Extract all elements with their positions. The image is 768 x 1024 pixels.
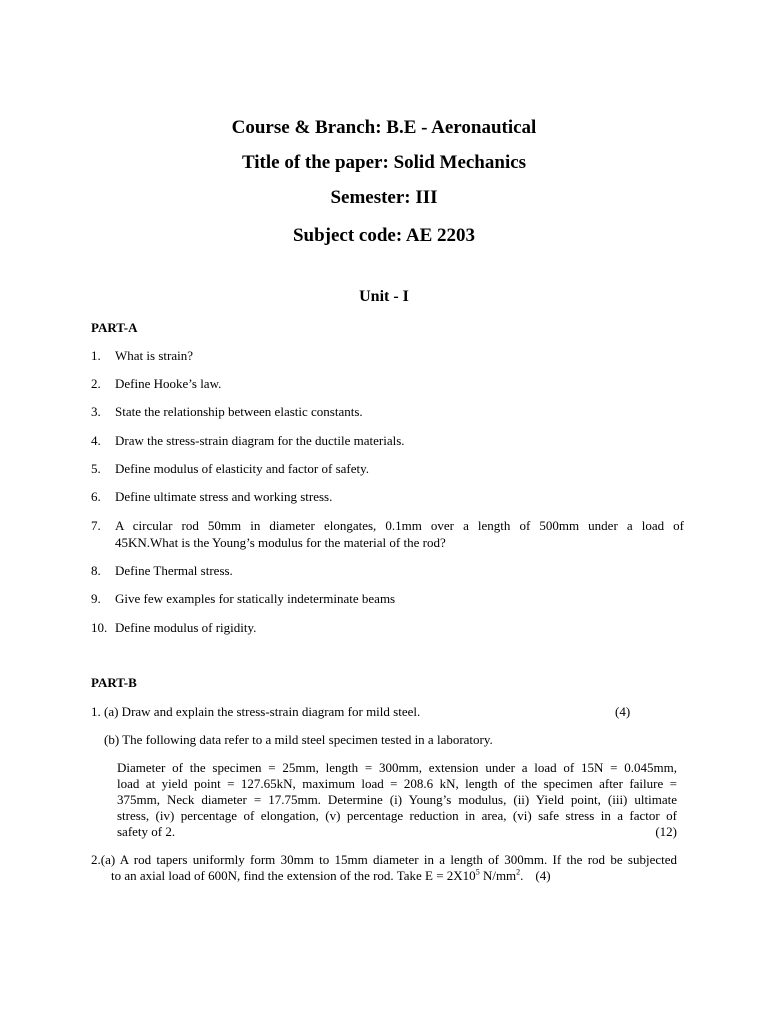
question-1b-line: stress, (iv) percentage of elongation, (v) percentage reduction in area, (vi) safe stress in a factor of xyxy=(117,808,677,823)
question-text: Define modulus of rigidity. xyxy=(115,620,257,635)
part-a-question xyxy=(91,563,691,579)
question-text: Define modulus of elasticity and factor of safety. xyxy=(115,461,370,476)
part-a-question xyxy=(91,461,691,477)
question-text: Draw the stress-strain diagram for the ductile materials. xyxy=(115,433,405,448)
part-a-question xyxy=(91,376,691,392)
exponent: 5 xyxy=(475,867,480,877)
question-1b-intro: (b) The following data refer to a mild steel specimen tested in a laboratory. xyxy=(104,732,493,747)
part-a-question xyxy=(91,620,691,636)
unit-text: N/mm xyxy=(479,868,517,883)
question-1b-line: safety of 2. xyxy=(117,824,176,839)
question-text: Define ultimate stress and working stress. xyxy=(115,489,333,504)
question-1a-text: 1. (a) Draw and explain the stress-strain diagram for mild steel. xyxy=(91,704,421,719)
part-a-question xyxy=(91,348,691,364)
question-text: Define Thermal stress. xyxy=(115,563,233,578)
question-number: 7. xyxy=(91,518,101,533)
part-a-question xyxy=(91,591,691,607)
question-1b-line: Diameter of the specimen = 25mm, length = 300mm, extension under a load of 15N = 0.045mm, xyxy=(117,760,677,775)
question-text: What is strain? xyxy=(115,348,193,363)
exponent: 2 xyxy=(516,867,521,877)
question-number: 5. xyxy=(91,461,101,476)
unit-title: Unit - I xyxy=(359,288,409,305)
question-number: 3. xyxy=(91,404,101,419)
semester-heading: Semester: III xyxy=(330,187,438,208)
question-number: 8. xyxy=(91,563,101,578)
question-number: 2. xyxy=(91,376,101,391)
subject-code-heading: Subject code: AE 2203 xyxy=(292,225,476,246)
question-text-line: A circular rod 50mm in diameter elongates, 0.1mm over a length of 500mm under a load of xyxy=(115,518,684,533)
part-a-question xyxy=(91,489,691,505)
question-2a-marks: (4) xyxy=(535,868,551,883)
part-a-question xyxy=(91,404,691,420)
question-number: 1. xyxy=(91,348,101,363)
question-1a-marks: (4) xyxy=(615,704,631,719)
question-number: 4. xyxy=(91,433,101,448)
question-text: Give few examples for statically indeterminate beams xyxy=(115,591,396,606)
question-2a-line: 2.(a) A rod tapers uniformly form 30mm to 15mm diameter in a length of 300mm. If the rod be subjected xyxy=(91,852,677,867)
course-branch-heading: Course & Branch: B.E - Aeronautical xyxy=(231,117,537,138)
question-1b-last-line xyxy=(117,824,677,840)
question-text-line: 45KN.What is the Young’s modulus for the material of the rod? xyxy=(115,535,446,550)
part-a-label: PART-A xyxy=(91,320,138,335)
part-a-question xyxy=(91,433,691,449)
question-1b-line: load at yield point = 127.65kN, maximum load = 208.6 kN, length of the specimen after failure = xyxy=(117,776,677,791)
part-b-label: PART-B xyxy=(91,675,137,690)
question-text: Define Hooke’s law. xyxy=(115,376,222,391)
part-a-question xyxy=(91,518,691,552)
question-2a-line xyxy=(91,868,677,884)
question-number: 6. xyxy=(91,489,101,504)
question-number: 9. xyxy=(91,591,101,606)
question-1b-body xyxy=(117,760,677,840)
period: . xyxy=(520,868,524,883)
question-text: State the relationship between elastic constants. xyxy=(115,404,363,419)
question-1b-line: 375mm, Neck diameter = 17.75mm. Determine (i) Young’s modulus, (ii) Yield point, (iii) ultimate xyxy=(117,792,677,807)
paper-title-heading: Title of the paper: Solid Mechanics xyxy=(241,152,527,173)
question-number: 10. xyxy=(91,620,108,635)
question-2a-text: to an axial load of 600N, find the extension of the rod. Take E = 2X10 xyxy=(111,868,476,883)
question-2a xyxy=(91,852,677,884)
question-1b-marks: (12) xyxy=(655,824,677,839)
